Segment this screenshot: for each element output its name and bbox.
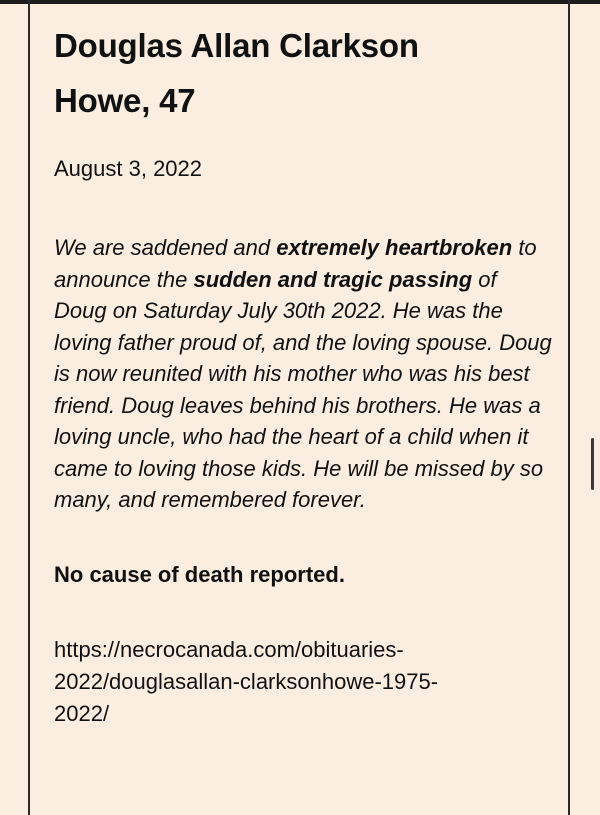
body-text-2: to announce the	[54, 235, 537, 292]
body-bold-1: extremely heartbroken	[276, 235, 513, 260]
article-date: August 3, 2022	[54, 156, 203, 181]
body-bold-2: sudden and tragic passing	[193, 266, 473, 292]
right-divider	[568, 0, 570, 815]
body-text-1: We are saddened and	[54, 235, 277, 260]
obituary-article	[54, 18, 554, 730]
title-line-1: Douglas Allan Clarkson	[54, 27, 419, 64]
top-status-bar	[0, 0, 600, 4]
body-text-3: of Doug on Saturday July 30th 2022. He was the loving father proud of, and the loving spouse. Doug is now reunited with his mother who was his best friend. Doug leaves behind his brothers. He was a loving uncle, who had the heart of a child when it came to loving those kids. He will be missed by so many, and remembered forever.	[54, 266, 552, 512]
link-line-2: 2022/douglasallan-clarksonhowe-1975-	[54, 668, 439, 694]
obituary-link[interactable]	[54, 634, 554, 730]
cause-of-death-note: No cause of death reported.	[54, 561, 345, 587]
scrollbar-thumb[interactable]	[591, 438, 594, 490]
link-line-3: 2022/	[54, 700, 110, 726]
title-line-2: Howe, 47	[54, 82, 196, 119]
article-body	[54, 232, 554, 516]
left-divider	[28, 0, 30, 815]
article-title	[54, 18, 554, 128]
link-line-1: https://necrocanada.com/obituaries-	[54, 636, 404, 662]
